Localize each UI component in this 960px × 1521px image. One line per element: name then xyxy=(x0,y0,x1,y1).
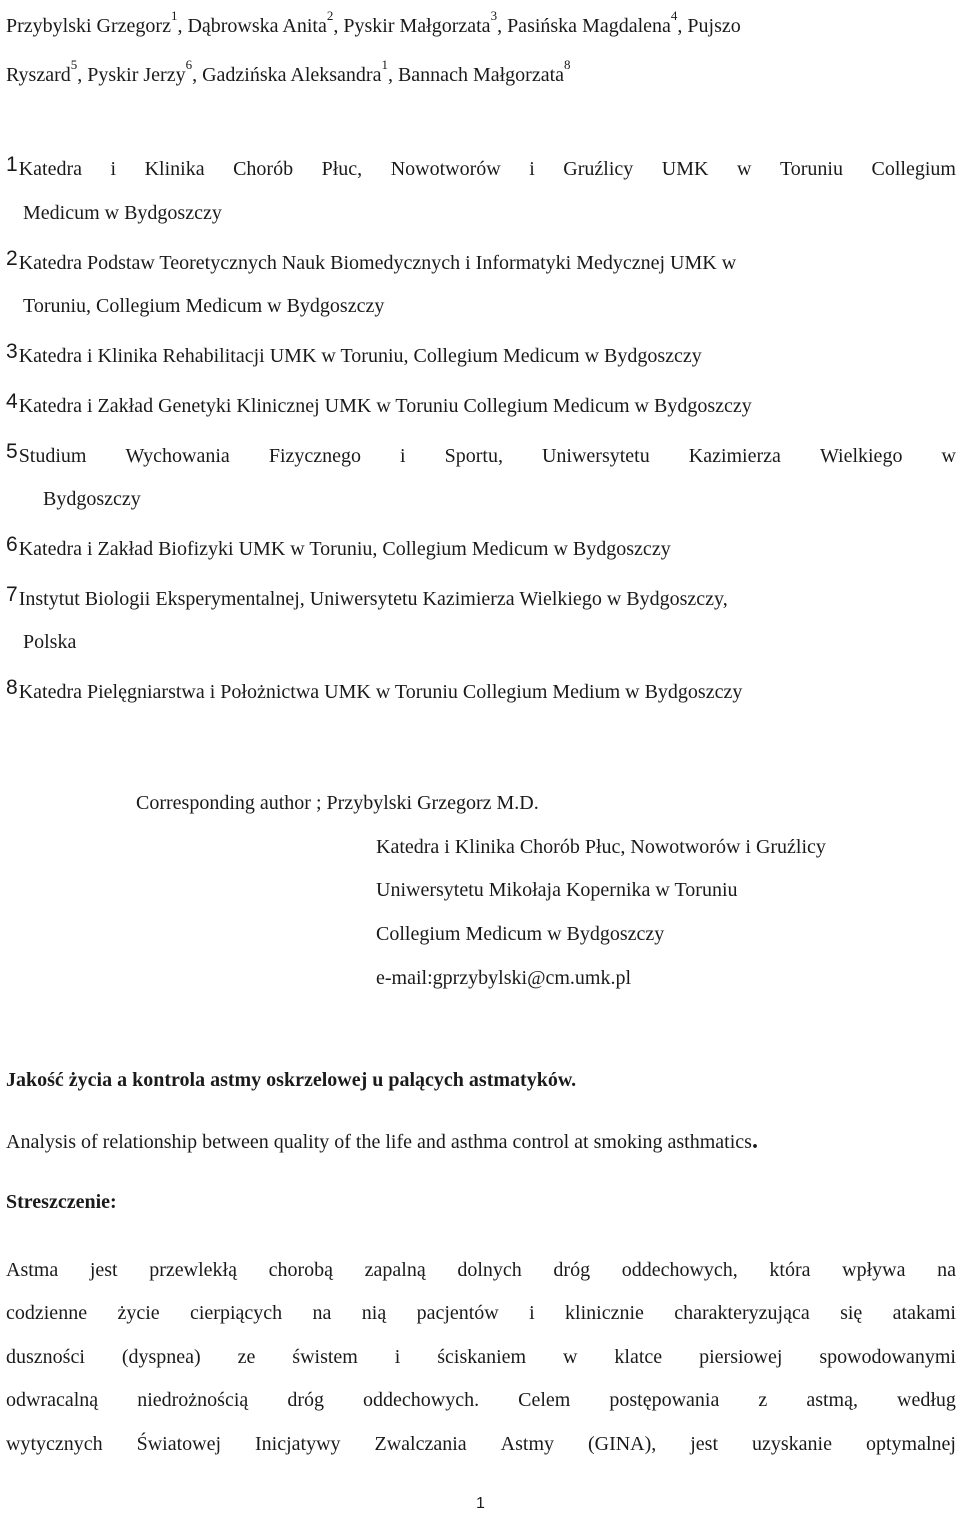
abstract-word: (dyspnea) xyxy=(121,1346,201,1368)
abstract-word: nią xyxy=(361,1302,387,1324)
affiliation-word: w xyxy=(736,158,752,180)
affiliation-2-line-2: Toruniu, Collegium Medicum w Bydgoszczy xyxy=(23,295,385,317)
affiliation-word: Gruźlicy xyxy=(563,158,634,180)
affiliation-word: i xyxy=(400,445,406,467)
affiliation-text: Katedra i Zakład Biofizyki UMK w Toruniu, Collegium Medicum w Bydgoszczy xyxy=(18,538,671,560)
abstract-word: klatce xyxy=(614,1346,663,1368)
affiliation-3-line-1 xyxy=(6,340,702,369)
affiliation-word: Płuc, xyxy=(321,158,363,180)
abstract-word: duszności xyxy=(6,1346,85,1368)
abstract-line xyxy=(6,1344,956,1370)
author-sup: 5 xyxy=(70,57,78,72)
abstract-heading: Streszczenie: xyxy=(6,1191,117,1213)
author-sup: 2 xyxy=(326,8,334,23)
abstract-word: wpływa xyxy=(842,1259,906,1281)
abstract-word: w xyxy=(563,1346,578,1368)
abstract-word: postępowania xyxy=(609,1389,720,1411)
affiliation-7-line-2: Polska xyxy=(23,631,77,653)
abstract-word: atakami xyxy=(892,1302,956,1324)
correspondence-address-line: Katedra i Klinika Chorób Płuc, Nowotworów i Gruźlicy xyxy=(376,836,826,858)
author-sup: 3 xyxy=(490,8,498,23)
abstract-word: się xyxy=(840,1302,863,1324)
abstract-word: według xyxy=(897,1389,956,1411)
affiliation-word: Wielkiego xyxy=(819,445,903,467)
corresponding-author: Corresponding author ; Przybylski Grzegorz M.D. xyxy=(136,792,539,814)
affiliation-word: Kazimierza xyxy=(688,445,781,467)
affiliation-word: Toruniu xyxy=(779,158,843,180)
affiliation-7-line-1 xyxy=(6,583,728,612)
affiliation-word: Wychowania xyxy=(125,445,230,467)
abstract-word: niedrożnością xyxy=(137,1389,249,1411)
affiliation-number: 7 xyxy=(6,583,18,606)
affiliation-text: Katedra i Zakład Genetyki Klinicznej UMK w Toruniu Collegium Medicum w Bydgoszczy xyxy=(18,395,752,417)
affiliation-number: 4 xyxy=(6,390,18,413)
abstract-word: cierpiących xyxy=(189,1302,283,1324)
abstract-word: klinicznie xyxy=(565,1302,644,1324)
affiliation-word: Collegium xyxy=(871,158,956,180)
author-name: , Bannach Małgorzata xyxy=(387,64,565,86)
affiliation-number: 2 xyxy=(6,247,18,270)
author-sup: 1 xyxy=(170,8,178,23)
abstract-word: zapalną xyxy=(364,1259,426,1281)
affiliation-word: 1Katedra xyxy=(6,153,82,180)
abstract-word: chorobą xyxy=(268,1259,334,1281)
abstract-word: (GINA), xyxy=(587,1433,657,1455)
abstract-word: świstem xyxy=(292,1346,358,1368)
author-sup: 8 xyxy=(564,57,571,72)
abstract-word: dróg xyxy=(287,1389,324,1411)
abstract-line-words xyxy=(6,1344,956,1370)
author-name: Ryszard xyxy=(6,64,71,86)
affiliation-text: Katedra Pielęgniarstwa i Położnictwa UMK w Toruniu Collegium Medium w Bydgoszczy xyxy=(18,681,743,703)
abstract-word: Celem xyxy=(518,1389,571,1411)
abstract-line-words xyxy=(6,1257,956,1283)
abstract-word: Światowej xyxy=(136,1433,222,1455)
abstract-word: ze xyxy=(237,1346,256,1368)
abstract-word: oddechowych, xyxy=(621,1259,738,1281)
affiliation-word: UMK xyxy=(661,158,709,180)
abstract-word: wytycznych xyxy=(6,1433,103,1455)
affiliation-word: Nowotworów xyxy=(390,158,501,180)
abstract-word: Inicjatywy xyxy=(255,1433,341,1455)
abstract-word: na xyxy=(937,1259,956,1281)
abstract-line xyxy=(6,1300,956,1326)
affiliation-word: Uniwersytetu xyxy=(541,445,650,467)
affiliation-word: i xyxy=(110,158,117,180)
affiliation-5-line-1 xyxy=(6,440,956,469)
affiliation-5-line-2: Bydgoszczy xyxy=(43,488,141,510)
affiliation-text: Katedra Podstaw Teoretycznych Nauk Biomedycznych i Informatyki Medycznej UMK w xyxy=(18,252,737,274)
correspondence-address-line: Collegium Medicum w Bydgoszczy xyxy=(376,923,665,945)
author-name: , Gadzińska Aleksandra xyxy=(192,64,382,86)
affiliation-number: 6 xyxy=(6,533,18,556)
abstract-word: na xyxy=(312,1302,332,1324)
affiliation-number: 1 xyxy=(6,153,18,176)
abstract-word: dolnych xyxy=(457,1259,522,1281)
affiliation-1-line-2: Medicum w Bydgoszczy xyxy=(23,202,222,224)
affiliation-word: w xyxy=(941,445,956,467)
abstract-word: z xyxy=(758,1389,768,1411)
abstract-word: astmą, xyxy=(806,1389,858,1411)
affiliation-number: 8 xyxy=(6,676,18,699)
affiliation-6-line-1 xyxy=(6,533,671,562)
abstract-line-words xyxy=(6,1300,956,1326)
author-name: Przybylski Grzegorz xyxy=(6,15,171,37)
author-sup: 4 xyxy=(670,8,678,23)
affiliation-word: Sportu, xyxy=(444,445,503,467)
abstract-word: codzienne xyxy=(6,1302,88,1324)
abstract-line-words xyxy=(6,1431,956,1457)
abstract-line-words xyxy=(6,1387,956,1413)
affiliation-word: Chorób xyxy=(233,158,294,180)
abstract-word: oddechowych. xyxy=(363,1389,480,1411)
author-name: , Dąbrowska Anita xyxy=(177,15,327,37)
abstract-word: uzyskanie xyxy=(752,1433,832,1455)
author-name: , Pujszo xyxy=(677,15,741,37)
title-english xyxy=(6,1128,758,1155)
author-line-1 xyxy=(6,8,741,41)
abstract-word: ściskaniem xyxy=(437,1346,527,1368)
correspondence-address-line: Uniwersytetu Mikołaja Kopernika w Toruniu xyxy=(376,879,738,901)
author-sup: 6 xyxy=(185,57,193,72)
abstract-word: optymalnej xyxy=(865,1433,956,1455)
affiliation-4-line-1 xyxy=(6,390,752,419)
title-polish: Jakość życia a kontrola astmy oskrzelowej u palących astmatyków. xyxy=(6,1069,577,1091)
author-line-2 xyxy=(6,57,571,90)
affiliation-word: i xyxy=(529,158,535,180)
title-english-text: Analysis of relationship between quality of the life and asthma control at smoking asthmatics xyxy=(6,1131,752,1153)
author-sup: 1 xyxy=(381,57,388,72)
affiliation-8-line-1 xyxy=(6,676,743,705)
author-name: , Pyskir Małgorzata xyxy=(333,15,491,37)
affiliation-1-line-1 xyxy=(6,153,956,182)
abstract-word: dróg xyxy=(553,1259,591,1281)
author-name: , Pyskir Jerzy xyxy=(77,64,186,86)
affiliation-text: Instytut Biologii Eksperymentalnej, Uniwersytetu Kazimierza Wielkiego w Bydgoszczy, xyxy=(18,588,728,610)
abstract-word: pacjentów xyxy=(416,1302,499,1324)
abstract-word: życie xyxy=(117,1302,160,1324)
affiliation-2-line-1 xyxy=(6,247,737,276)
abstract-word: Astmy xyxy=(500,1433,554,1455)
affiliation-word: 5Studium xyxy=(6,440,87,467)
abstract-line xyxy=(6,1431,956,1457)
abstract-word: spowodowanymi xyxy=(819,1346,956,1368)
author-name: , Pasińska Magdalena xyxy=(497,15,671,37)
affiliation-word: Fizycznego xyxy=(268,445,362,467)
abstract-word: charakteryzująca xyxy=(674,1302,810,1324)
abstract-word: odwracalną xyxy=(6,1389,99,1411)
abstract-word: jest xyxy=(690,1433,719,1455)
abstract-word: Astma xyxy=(6,1259,59,1281)
abstract-word: która xyxy=(769,1259,811,1281)
abstract-word: i xyxy=(394,1346,401,1368)
affiliation-text: Katedra i Klinika Rehabilitacji UMK w Toruniu, Collegium Medicum w Bydgoszczy xyxy=(18,345,702,367)
correspondence-email: e-mail:gprzybylski@cm.umk.pl xyxy=(376,967,632,989)
abstract-line xyxy=(6,1257,956,1283)
page-number: 1 xyxy=(476,1495,485,1512)
affiliation-number: 3 xyxy=(6,340,18,363)
affiliation-number: 5 xyxy=(6,440,18,463)
affiliation-word: Klinika xyxy=(144,158,205,180)
abstract-word: i xyxy=(529,1302,535,1324)
abstract-line xyxy=(6,1387,956,1413)
title-english-period: . xyxy=(751,1128,758,1154)
abstract-word: przewlekłą xyxy=(149,1259,237,1281)
abstract-word: piersiowej xyxy=(699,1346,783,1368)
abstract-word: Zwalczania xyxy=(374,1433,467,1455)
abstract-word: jest xyxy=(89,1259,118,1281)
